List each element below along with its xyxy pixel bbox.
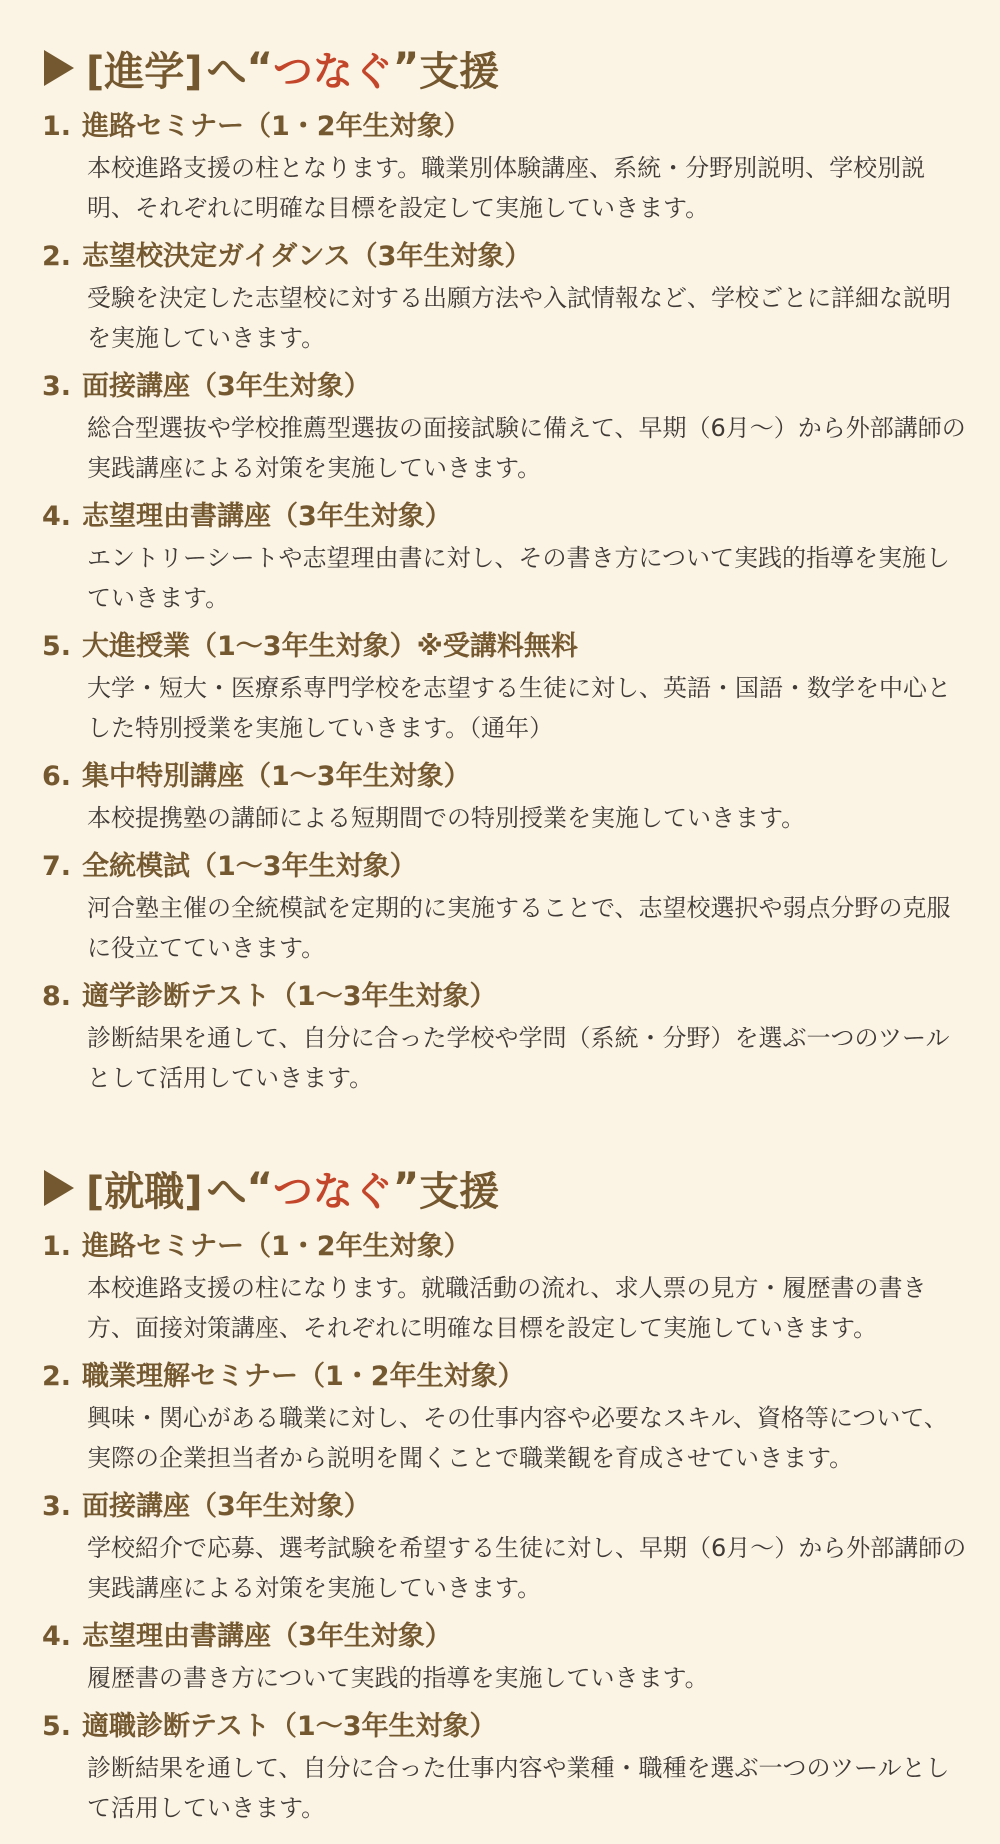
triangle-arrow-icon (44, 1170, 74, 1206)
item-name: 適職診断テスト（1〜3年生対象） (82, 1711, 497, 1742)
item-number: 3. (42, 371, 72, 402)
item-description: 総合型選抜や学校推薦型選抜の面接試験に備えて、早期（6月〜）から外部講師の実践講座による対策を実施していきます。 (87, 414, 966, 482)
item-description: 受験を決定した志望校に対する出願方法や入試情報など、学校ごとに詳細な説明を実施していきます。 (87, 284, 951, 352)
item-name: 全統模試（1〜3年生対象） (82, 851, 417, 882)
item-title (42, 1228, 962, 1266)
section-tail: 支援 (419, 1168, 500, 1215)
item-description: 履歴書の書き方について実践的指導を実施していきます。 (87, 1664, 709, 1692)
support-list (42, 108, 966, 1098)
item-name: 職業理解セミナー（1・2年生対象） (82, 1361, 525, 1392)
item-number: 8. (42, 981, 72, 1012)
list-item (42, 848, 962, 968)
section-shushoku (42, 1160, 967, 1828)
item-number: 4. (42, 1621, 72, 1652)
item-description: 大学・短大・医療系専門学校を志望する生徒に対し、英語・国語・数学を中心とした特別授業を実施していきます。（通年） (87, 674, 951, 742)
section-heading (42, 1160, 962, 1216)
quote-close: ” (392, 45, 420, 91)
list-item (42, 1228, 962, 1348)
item-title (42, 108, 962, 146)
section-category: [就職] (86, 1168, 203, 1215)
section-heading (42, 40, 962, 96)
item-name: 大進授業（1〜3年生対象）※受講料無料 (82, 631, 578, 662)
item-title (42, 498, 962, 536)
quote-open: “ (246, 1165, 273, 1211)
item-title (42, 1488, 962, 1526)
item-name: 進路セミナー（1・2年生対象） (82, 1231, 471, 1262)
list-item (42, 758, 962, 838)
item-title (42, 1358, 962, 1396)
item-number: 5. (42, 1711, 72, 1742)
item-name: 面接講座（3年生対象） (82, 1491, 371, 1522)
item-number: 3. (42, 1491, 72, 1522)
list-item (42, 108, 962, 228)
item-title (42, 368, 962, 406)
item-number: 4. (42, 501, 72, 532)
triangle-arrow-icon (44, 50, 74, 86)
quote-open: “ (246, 45, 273, 91)
item-number: 2. (42, 1361, 72, 1392)
item-name: 志望理由書講座（3年生対象） (82, 501, 452, 532)
item-description: エントリーシートや志望理由書に対し、その書き方について実践的指導を実施していきます。 (87, 544, 951, 612)
item-description: 本校提携塾の講師による短期間での特別授業を実施していきます。 (87, 804, 806, 832)
list-item (42, 1488, 967, 1608)
item-number: 1. (42, 1231, 72, 1262)
list-item (42, 628, 962, 748)
item-number: 7. (42, 851, 72, 882)
quote-close: ” (392, 1165, 420, 1211)
item-description: 興味・関心がある職業に対し、その仕事内容や必要なスキル、資格等について、実際の企業担当者から説明を聞くことで職業観を育成させていきます。 (87, 1404, 948, 1472)
item-title (42, 978, 962, 1016)
item-description: 診断結果を通して、自分に合った学校や学問（系統・分野）を選ぶ一つのツールとして活用していきます。 (87, 1024, 950, 1092)
item-name: 志望理由書講座（3年生対象） (82, 1621, 452, 1652)
item-title (42, 238, 962, 276)
item-title (42, 1618, 962, 1656)
list-item (42, 238, 962, 358)
item-title (42, 1708, 962, 1746)
item-description: 学校紹介で応募、選考試験を希望する生徒に対し、早期（6月〜）から外部講師の実践講座による対策を実施していきます。 (87, 1534, 967, 1602)
section-particle: へ (206, 1168, 247, 1215)
section-keyword: つなぐ (272, 48, 393, 95)
list-item (42, 1618, 962, 1698)
item-name: 集中特別講座（1〜3年生対象） (82, 761, 471, 792)
section-tail: 支援 (419, 48, 500, 95)
section-particle: へ (206, 48, 247, 95)
item-description: 本校進路支援の柱になります。就職活動の流れ、求人票の見方・履歴書の書き方、面接対策講座、それぞれに明確な目標を設定して実施していきます。 (87, 1274, 927, 1342)
item-number: 2. (42, 241, 72, 272)
list-item (42, 498, 962, 618)
item-name: 適学診断テスト（1〜3年生対象） (82, 981, 497, 1012)
section-shingaku (42, 40, 966, 1098)
item-number: 5. (42, 631, 72, 662)
item-description: 本校進路支援の柱となります。職業別体験講座、系統・分野別説明、学校別説明、それぞれに明確な目標を設定して実施していきます。 (87, 154, 926, 222)
list-item (42, 978, 962, 1098)
item-name: 進路セミナー（1・2年生対象） (82, 111, 471, 142)
support-list (42, 1228, 967, 1828)
item-name: 面接講座（3年生対象） (82, 371, 371, 402)
section-keyword: つなぐ (272, 1168, 393, 1215)
item-title (42, 848, 962, 886)
list-item (42, 368, 966, 488)
list-item (42, 1708, 962, 1828)
list-item (42, 1358, 962, 1478)
item-description: 診断結果を通して、自分に合った仕事内容や業種・職種を選ぶ一つのツールとして活用していきます。 (87, 1754, 950, 1822)
item-name: 志望校決定ガイダンス（3年生対象） (82, 241, 532, 272)
item-number: 1. (42, 111, 72, 142)
item-description: 河合塾主催の全統模試を定期的に実施することで、志望校選択や弱点分野の克服に役立てていきます。 (87, 894, 951, 962)
item-title (42, 758, 962, 796)
item-number: 6. (42, 761, 72, 792)
item-title (42, 628, 962, 666)
section-category: [進学] (86, 48, 203, 95)
